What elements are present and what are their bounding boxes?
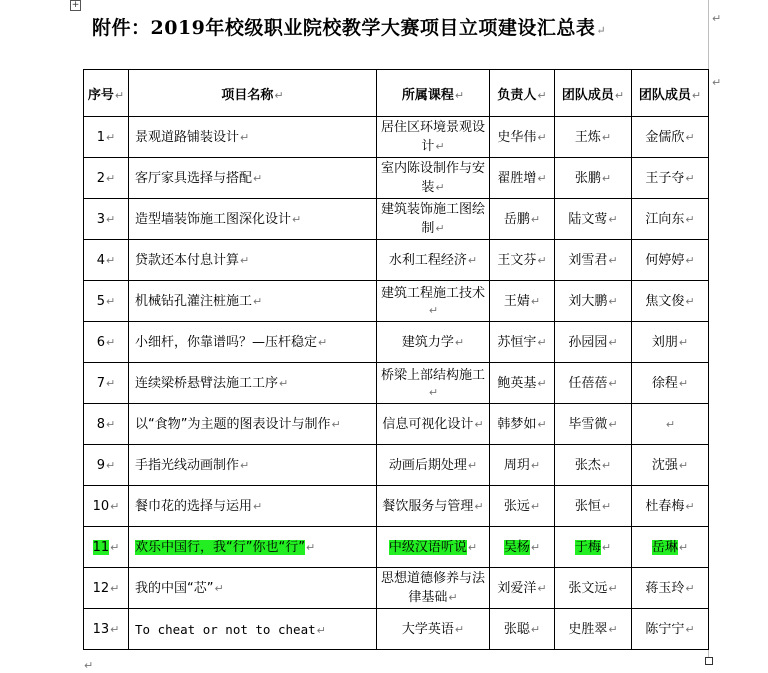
project-name-cell[interactable] (129, 117, 377, 158)
paragraph-mark: ↵ (596, 24, 607, 37)
paragraph-mark: ↵ (685, 253, 695, 267)
paragraph-mark: ↵ (678, 376, 689, 390)
leader-text: 史华伟 (497, 129, 537, 145)
project-name-cell[interactable] (129, 240, 377, 281)
table-row (84, 322, 709, 363)
member-text: 王子夺 (645, 170, 685, 186)
project-name-text: 手指光线动画制作 (135, 457, 240, 473)
paragraph-mark: ↵ (279, 376, 289, 390)
table-row (84, 404, 709, 445)
paragraph-mark: ↵ (292, 212, 302, 226)
member-text: 徐程 (651, 375, 678, 391)
course-text: 餐饮服务与管理 (382, 498, 474, 514)
paragraph-mark: ↵ (608, 253, 618, 267)
paragraph-mark: ↵ (448, 591, 458, 604)
member-text: 毕雪微 (568, 416, 608, 432)
project-name-text: 餐巾花的选择与运用 (135, 498, 253, 514)
member-cell[interactable] (632, 404, 709, 445)
row-number-cell[interactable] (84, 404, 129, 445)
paragraph-mark: ↵ (106, 458, 116, 472)
paragraph-mark: ↵ (530, 212, 541, 226)
paragraph-mark: ↵ (253, 171, 263, 185)
paragraph-mark: ↵ (110, 540, 120, 554)
project-name-cell[interactable] (129, 527, 377, 568)
member-cell[interactable] (632, 568, 709, 609)
project-name-cell[interactable] (129, 281, 377, 322)
member-cell[interactable] (632, 486, 709, 527)
course-cell[interactable] (377, 486, 490, 527)
leader-cell[interactable] (490, 199, 555, 240)
leader-cell[interactable] (490, 527, 555, 568)
table-header-row (84, 70, 709, 117)
member-cell[interactable] (555, 404, 632, 445)
row-number-cell[interactable] (84, 445, 129, 486)
table-row (84, 199, 709, 240)
project-name-text: 以“食物”为主题的图表设计与制作 (135, 416, 331, 432)
member-text: 蒋玉玲 (645, 580, 685, 596)
row-number-text: 2 (96, 170, 106, 186)
paragraph-mark: ↵ (530, 540, 541, 554)
paragraph-mark: ↵ (601, 540, 612, 554)
leader-text: 张远 (503, 498, 530, 514)
paragraph-mark: ↵ (110, 499, 120, 513)
leader-cell[interactable] (490, 240, 555, 281)
paragraph-mark: ↵ (601, 458, 612, 472)
paragraph-mark: ↵ (435, 140, 445, 153)
member-cell[interactable] (632, 527, 709, 568)
paragraph-mark: ↵ (454, 622, 465, 636)
leader-text: 岳鹏 (503, 211, 530, 227)
paragraph-mark: ↵ (608, 212, 618, 226)
member-cell[interactable] (555, 199, 632, 240)
paragraph-mark: ↵ (608, 335, 618, 349)
member-cell[interactable] (632, 363, 709, 404)
paragraph-mark: ↵ (601, 130, 612, 144)
project-name-cell[interactable] (129, 404, 377, 445)
course-cell[interactable] (377, 527, 490, 568)
paragraph-mark: ↵ (106, 212, 116, 226)
paragraph-mark: ↵ (428, 304, 439, 317)
leader-cell[interactable] (490, 158, 555, 199)
project-name-text: To cheat or not to cheat (135, 621, 316, 637)
member-text: 张杰 (574, 457, 601, 473)
paragraph-mark: ↵ (467, 253, 478, 267)
paragraph-mark: ↵ (608, 376, 618, 390)
paragraph-mark: ↵ (685, 130, 695, 144)
member-text: 王炼 (574, 129, 601, 145)
paragraph-mark: ↵ (240, 130, 250, 144)
member-text: 陆文莺 (568, 211, 608, 227)
table-row (84, 363, 709, 404)
row-number-text: 8 (96, 416, 106, 432)
paragraph-mark: ↵ (106, 294, 116, 308)
paragraph-mark: ↵ (467, 540, 478, 554)
document-title (92, 13, 606, 40)
leader-cell[interactable] (490, 117, 555, 158)
course-cell[interactable] (377, 240, 490, 281)
table-row (84, 158, 709, 199)
row-number-text: 3 (96, 211, 106, 227)
paragraph-mark: ↵ (685, 581, 695, 595)
member-cell[interactable] (632, 240, 709, 281)
table-row (84, 609, 709, 650)
table-row (84, 486, 709, 527)
member-cell[interactable] (632, 609, 709, 650)
project-name-text: 欢乐中国行，我“行”你也“行” (135, 539, 305, 555)
row-number-text: 4 (96, 252, 106, 268)
course-text: 思想道德修养与法律基础 (380, 571, 485, 605)
row-number-cell[interactable] (84, 240, 129, 281)
project-name-cell[interactable] (129, 363, 377, 404)
course-cell[interactable] (377, 404, 490, 445)
member-cell[interactable] (632, 117, 709, 158)
member-cell[interactable] (632, 158, 709, 199)
header-cell: 团队成员↵ (632, 70, 709, 117)
paragraph-mark: ↵ (106, 417, 116, 431)
header-cell: 负责人↵ (490, 70, 555, 117)
paragraph-mark: ↵ (608, 417, 618, 431)
project-name-text: 连续梁桥悬臂法施工工序 (135, 375, 279, 391)
table-move-handle-icon[interactable]: + (71, 0, 80, 10)
row-number-text: 5 (96, 293, 106, 309)
course-text: 桥梁上部结构施工 (380, 368, 485, 383)
member-cell[interactable] (555, 568, 632, 609)
member-text: 任蓓蓓 (568, 375, 608, 391)
project-name-text: 贷款还本付息计算 (135, 252, 240, 268)
paragraph-mark: ↵ (305, 540, 316, 554)
member-cell[interactable] (555, 322, 632, 363)
course-cell[interactable] (377, 158, 490, 199)
paragraph-mark: ↵ (685, 499, 695, 513)
row-number-text: 12 (92, 580, 110, 596)
table-body (84, 117, 709, 650)
row-number-text: 9 (96, 457, 106, 473)
paragraph-mark: ↵ (106, 171, 116, 185)
paragraph-mark: ↵ (106, 253, 116, 267)
course-cell[interactable] (377, 322, 490, 363)
row-number-text: 11 (92, 539, 110, 555)
paragraph-mark: ↵ (678, 335, 689, 349)
project-name-cell[interactable] (129, 568, 377, 609)
paragraph-mark: ↵ (467, 458, 478, 472)
project-name-text: 机械钻孔灌注桩施工 (135, 293, 253, 309)
table-row (84, 568, 709, 609)
project-name-text: 小细杆，你靠谱吗？—压杆稳定 (135, 334, 318, 350)
table-row (84, 281, 709, 322)
course-cell[interactable] (377, 281, 490, 322)
paragraph-mark: ↵ (678, 458, 689, 472)
leader-cell[interactable] (490, 486, 555, 527)
leader-text: 鲍英基 (497, 375, 537, 391)
paragraph-mark: ↵ (530, 458, 541, 472)
member-cell[interactable] (632, 322, 709, 363)
paragraph-mark: ↵ (530, 499, 541, 513)
paragraph-mark: ↵ (685, 622, 695, 636)
paragraph-mark: ↵ (474, 499, 484, 513)
project-summary-table (83, 69, 709, 650)
project-name-cell[interactable] (129, 486, 377, 527)
title-text: 附件：2019年校级职业院校教学大赛项目立项建设汇总表 (92, 17, 596, 39)
leader-cell[interactable] (490, 445, 555, 486)
member-text: 焦文俊 (645, 293, 685, 309)
paragraph-mark: ↵ (316, 623, 326, 637)
paragraph-mark: ↵ (608, 622, 618, 636)
project-name-cell[interactable] (129, 158, 377, 199)
member-text: 刘大鹏 (568, 293, 608, 309)
row-number-cell[interactable] (84, 322, 129, 363)
row-number-cell[interactable] (84, 568, 129, 609)
course-text: 信息可视化设计 (382, 416, 474, 432)
row-number-cell[interactable] (84, 158, 129, 199)
member-cell[interactable] (632, 199, 709, 240)
member-text: 陈宁宁 (645, 621, 685, 637)
project-name-text: 我的中国“芯” (135, 580, 214, 596)
header-cell: 序号↵ (84, 70, 129, 117)
paragraph-mark: ↵ (537, 581, 547, 595)
row-number-text: 1 (96, 129, 106, 145)
leader-cell[interactable] (490, 568, 555, 609)
paragraph-mark: ↵ (537, 335, 547, 349)
leader-cell[interactable] (490, 281, 555, 322)
paragraph-mark: ↵ (318, 335, 328, 349)
paragraph-mark: ↵ (685, 212, 695, 226)
course-text: 建筑力学 (401, 334, 454, 350)
row-number-text: 13 (92, 621, 110, 637)
member-text: 何婷婷 (645, 252, 685, 268)
course-text: 居住区环境景观设计 (380, 120, 485, 154)
paragraph-mark: ↵ (685, 171, 695, 185)
paragraph-mark: ↵ (601, 171, 612, 185)
paragraph-mark: ↵ (685, 294, 695, 308)
member-text: 岳琳 (651, 539, 678, 555)
member-cell[interactable] (555, 240, 632, 281)
row-number-cell[interactable] (84, 281, 129, 322)
course-text: 室内陈设制作与安装 (380, 161, 485, 195)
leader-text: 翟胜增 (497, 170, 537, 186)
project-name-cell[interactable] (129, 199, 377, 240)
leader-text: 张聪 (503, 621, 530, 637)
paragraph-mark: ↵ (84, 659, 94, 672)
course-cell[interactable] (377, 363, 490, 404)
paragraph-mark: ↵ (110, 581, 120, 595)
header-cell: 团队成员↵ (555, 70, 632, 117)
paragraph-mark: ↵ (537, 130, 547, 144)
paragraph-mark: ↵ (474, 417, 484, 431)
course-cell[interactable] (377, 568, 490, 609)
course-text: 动画后期处理 (388, 457, 467, 473)
member-cell[interactable] (555, 486, 632, 527)
course-text: 建筑工程施工技术 (380, 286, 485, 301)
member-cell[interactable] (632, 445, 709, 486)
paragraph-mark: ↵ (428, 386, 439, 399)
paragraph-mark: ↵ (106, 130, 116, 144)
table-row (84, 445, 709, 486)
member-text: 沈强 (651, 457, 678, 473)
leader-text: 刘爱洋 (497, 580, 537, 596)
paragraph-mark: ↵ (665, 417, 676, 431)
leader-text: 苏恒宇 (497, 334, 537, 350)
header-cell: 项目名称↵ (129, 70, 377, 117)
project-name-text: 客厅家具选择与搭配 (135, 170, 253, 186)
paragraph-mark: ↵ (214, 581, 224, 595)
member-text: 刘雪君 (568, 252, 608, 268)
leader-text: 吴杨 (503, 539, 530, 555)
member-text: 杜春梅 (645, 498, 685, 514)
table-resize-handle-icon[interactable] (705, 657, 713, 665)
course-text: 水利工程经济 (388, 252, 467, 268)
row-number-cell[interactable] (84, 609, 129, 650)
paragraph-mark: ↵ (537, 253, 547, 267)
member-cell[interactable] (555, 281, 632, 322)
member-text: 张鹏 (574, 170, 601, 186)
paragraph-mark: ↵ (435, 181, 445, 194)
paragraph-mark: ↵ (110, 622, 120, 636)
row-end-mark: ↵ (712, 76, 722, 89)
paragraph-mark: ↵ (435, 222, 445, 235)
paragraph-mark: ↵ (240, 458, 250, 472)
paragraph-mark: ↵ (106, 335, 116, 349)
member-text: 张恒 (574, 498, 601, 514)
leader-cell[interactable] (490, 363, 555, 404)
leader-cell[interactable] (490, 404, 555, 445)
member-cell[interactable] (555, 609, 632, 650)
header-cell: 所属课程↵ (377, 70, 490, 117)
paragraph-mark: ↵ (454, 335, 465, 349)
course-cell[interactable] (377, 445, 490, 486)
row-number-cell[interactable] (84, 527, 129, 568)
project-name-text: 造型墙装饰施工图深化设计 (135, 211, 292, 227)
leader-text: 韩梦如 (497, 416, 537, 432)
row-number-text: 6 (96, 334, 106, 350)
leader-text: 周玥 (503, 457, 530, 473)
member-text: 张文远 (568, 580, 608, 596)
course-cell[interactable] (377, 199, 490, 240)
table-row (84, 527, 709, 568)
row-number-text: 7 (96, 375, 106, 391)
member-cell[interactable] (555, 158, 632, 199)
row-number-cell[interactable] (84, 117, 129, 158)
paragraph-mark: ↵ (240, 253, 250, 267)
course-text: 建筑装饰施工图绘制 (380, 202, 485, 236)
project-name-cell[interactable] (129, 322, 377, 363)
member-text: 刘朋 (651, 334, 678, 350)
leader-text: 王文芬 (497, 252, 537, 268)
paragraph-mark: ↵ (678, 540, 689, 554)
member-cell[interactable] (555, 363, 632, 404)
row-number-cell[interactable] (84, 199, 129, 240)
member-cell[interactable] (555, 527, 632, 568)
paragraph-mark: ↵ (608, 294, 618, 308)
course-text: 中级汉语听说 (388, 539, 467, 555)
paragraph-mark: ↵ (530, 294, 541, 308)
member-text: 于梅 (574, 539, 601, 555)
member-text: 孙园园 (568, 334, 608, 350)
row-number-text: 10 (92, 498, 110, 514)
paragraph-mark: ↵ (530, 622, 541, 636)
paragraph-mark: ↵ (601, 499, 612, 513)
row-number-cell[interactable] (84, 363, 129, 404)
row-number-cell[interactable] (84, 486, 129, 527)
table-row (84, 117, 709, 158)
member-text: 江向东 (645, 211, 685, 227)
paragraph-mark: ↵ (608, 581, 618, 595)
member-cell[interactable] (555, 117, 632, 158)
member-cell[interactable] (632, 281, 709, 322)
course-cell[interactable] (377, 609, 490, 650)
paragraph-mark: ↵ (537, 171, 547, 185)
paragraph-mark: ↵ (106, 376, 116, 390)
table-row (84, 240, 709, 281)
paragraph-mark: ↵ (537, 417, 547, 431)
paragraph-mark: ↵ (712, 12, 722, 25)
course-text: 大学英语 (401, 621, 454, 637)
leader-cell[interactable] (490, 609, 555, 650)
leader-text: 王婧 (503, 293, 530, 309)
member-text: 金儒欣 (645, 129, 685, 145)
project-name-cell[interactable] (129, 445, 377, 486)
paragraph-mark: ↵ (331, 417, 341, 431)
paragraph-mark: ↵ (253, 294, 263, 308)
paragraph-mark: ↵ (253, 499, 263, 513)
paragraph-mark: ↵ (537, 376, 547, 390)
course-cell[interactable] (377, 117, 490, 158)
project-name-text: 景观道路铺装设计 (135, 129, 240, 145)
project-name-cell[interactable] (129, 609, 377, 650)
leader-cell[interactable] (490, 322, 555, 363)
member-text: 史胜翠 (568, 621, 608, 637)
member-cell[interactable] (555, 445, 632, 486)
